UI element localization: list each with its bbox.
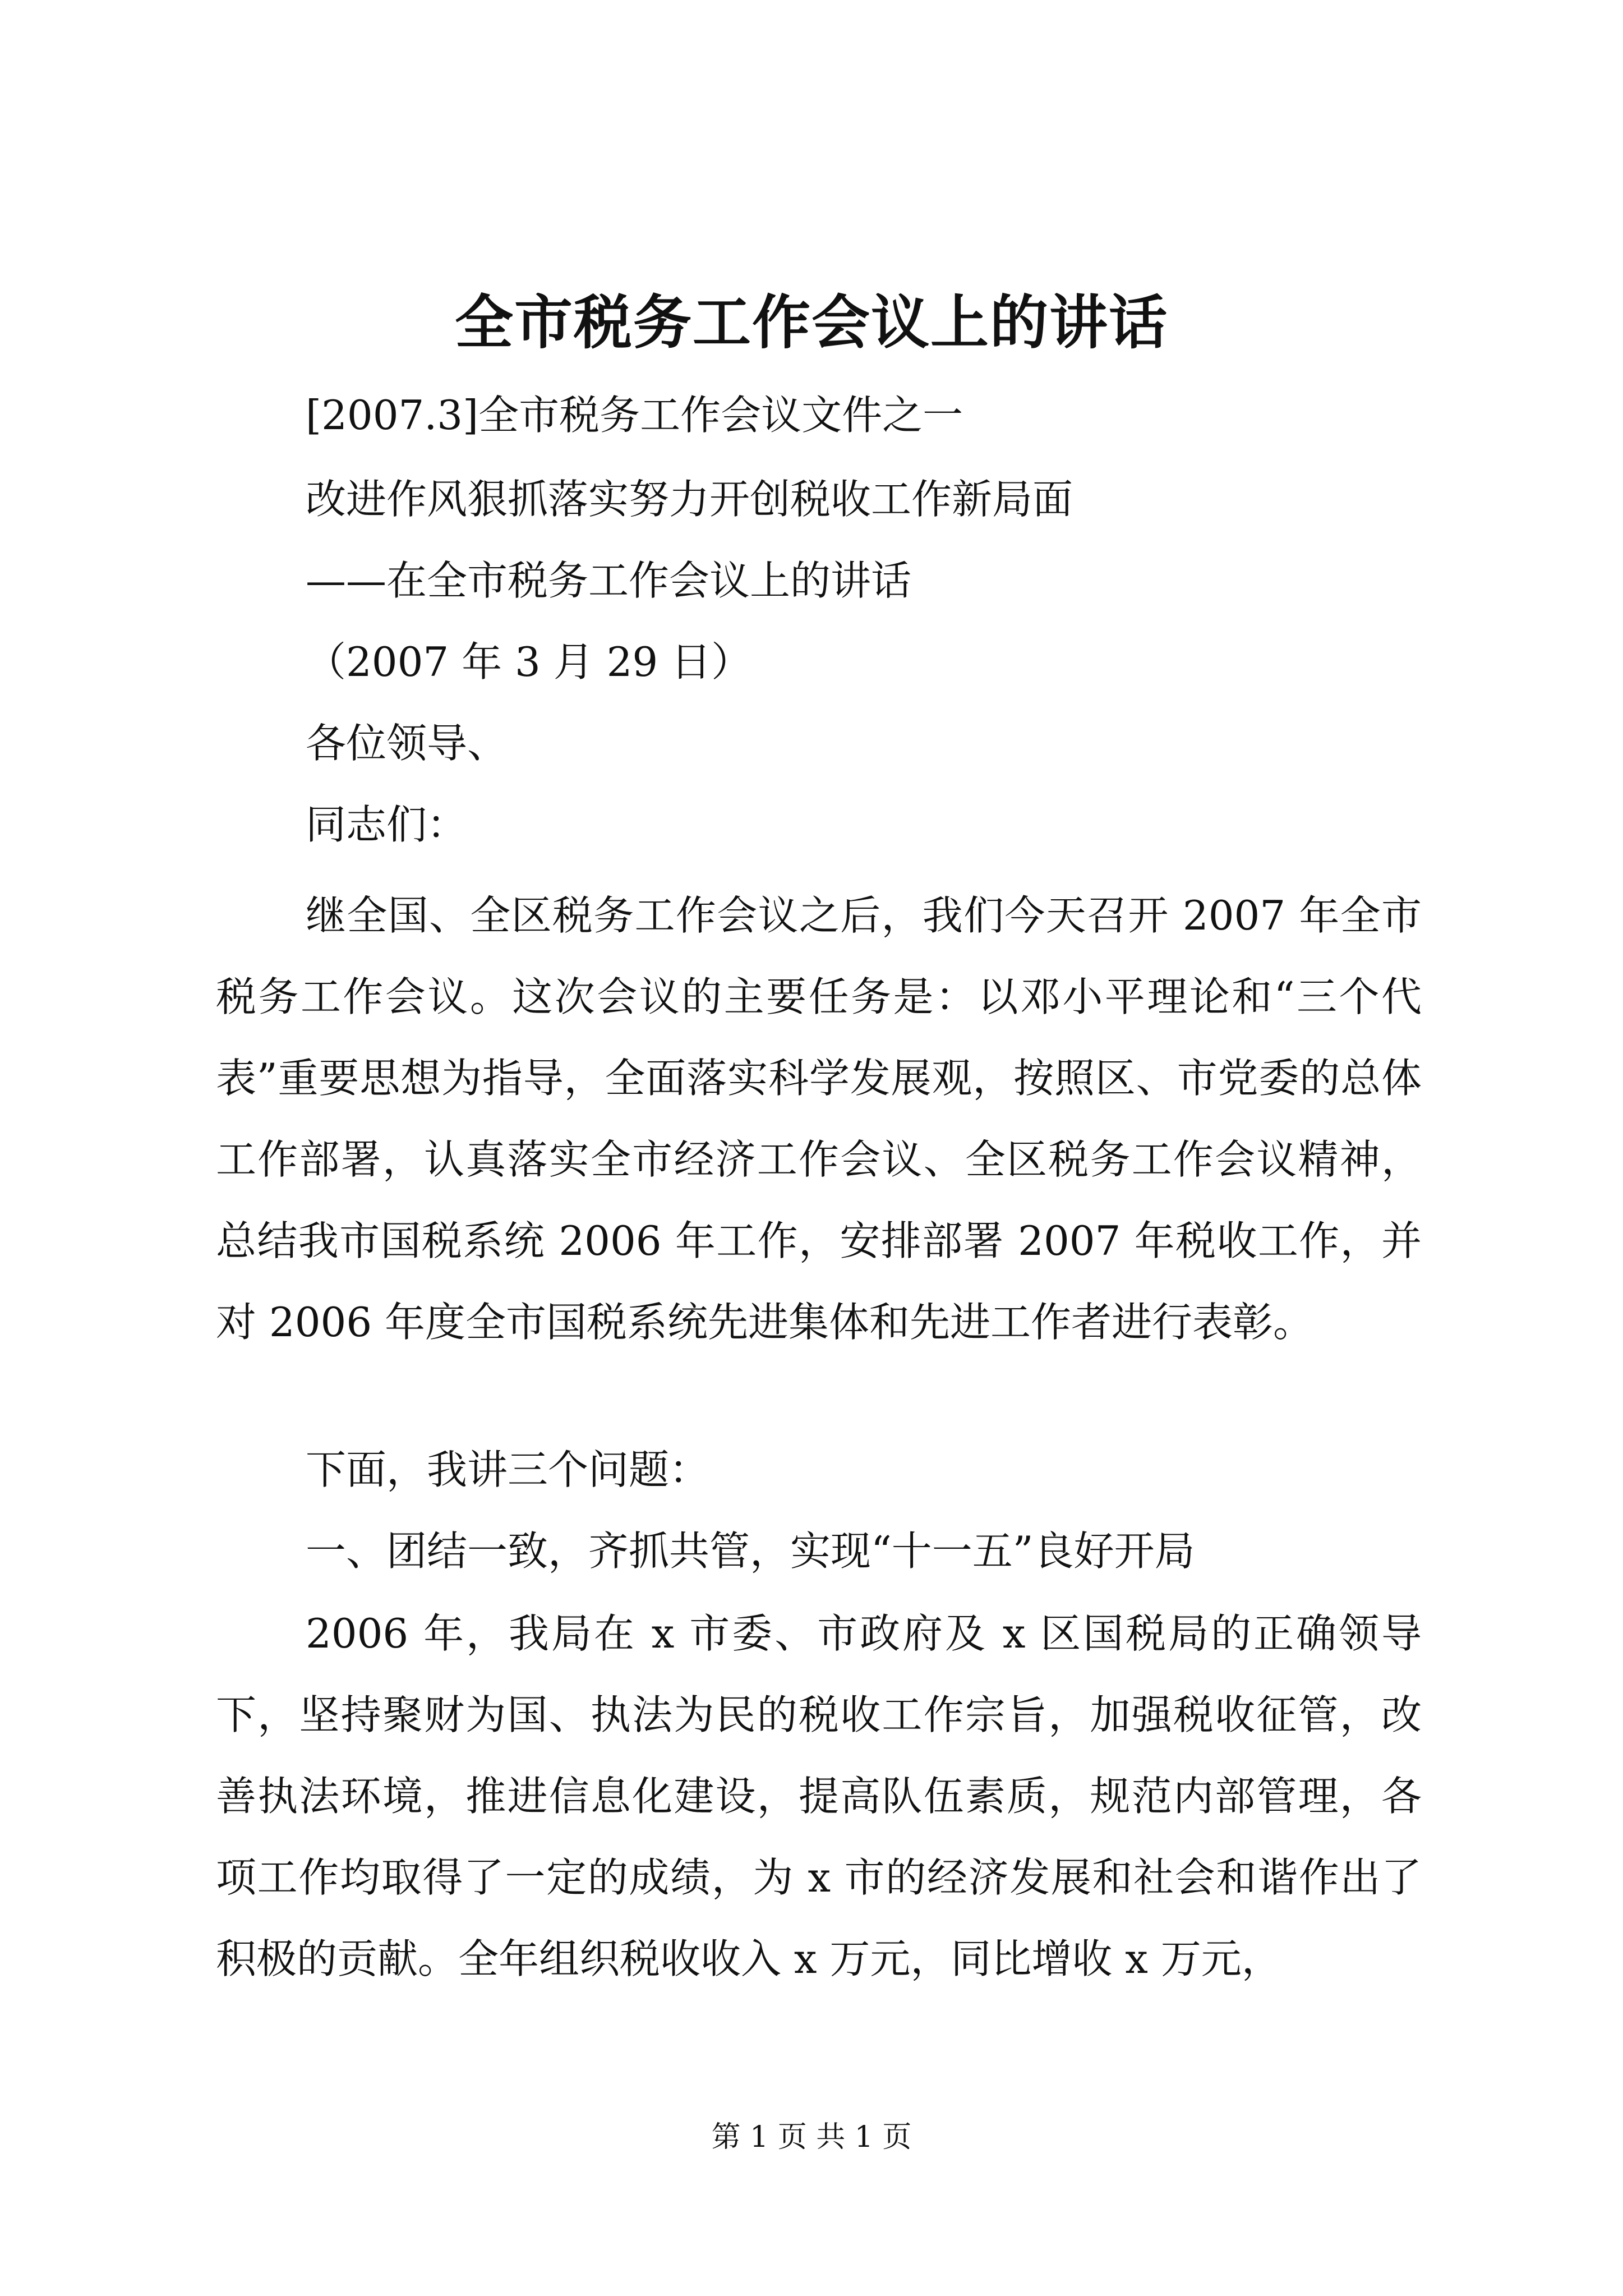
section-heading-1: 一、团结一致，齐抓共管，实现“十一五”良好开局 (306, 1527, 1195, 1575)
document-title: 全市税务工作会议上的讲话 (454, 288, 1168, 357)
paragraph-intro: 继全国、全区税务工作会议之后，我们今天召开 2007 年全市税务工作会议。这次会议的主要任务是：以邓小平理论和“三个代表”重要思想为指导，全面落实科学发展观，按照区、市党委的总体工作部署，认真落实全市经济工作会议、全区税务工作会议精神，总结我市国税系统 2006 年工作，安排部署 2007 年税收工作，并对 2006 年度全市国税系统先进集体和先进工作者进行表彰。 (216, 892, 1422, 1346)
subtitle: 改进作风狠抓落实努力开创税收工作新局面 (306, 476, 1073, 523)
salutation-leaders: 各位领导、 (306, 720, 508, 767)
paragraph-2006-review: 2006 年，我局在 x 市委、市政府及 x 区国税局的正确领导下，坚持聚财为国、执法为民的税收工作宗旨，加强税收征管，改善执法环境，推进信息化建设，提高队伍素质，规范内部管理，各项工作均取得了一定的成绩，为 x 市的经济发展和社会和谐作出了积极的贡献。全年组织税收收入 x 万元，同比增收 x 万元， (216, 1610, 1422, 1982)
date-line: （2007 年 3 月 29 日） (306, 638, 752, 685)
salutation-comrades: 同志们： (306, 801, 468, 848)
meta-line: [2007.3]全市税务工作会议文件之一 (306, 392, 963, 439)
speech-note: ——在全市税务工作会议上的讲话 (306, 557, 912, 604)
paragraph-outline: 下面，我讲三个问题： (306, 1446, 710, 1493)
page-number-footer: 第 1 页 共 1 页 (711, 2120, 912, 2154)
